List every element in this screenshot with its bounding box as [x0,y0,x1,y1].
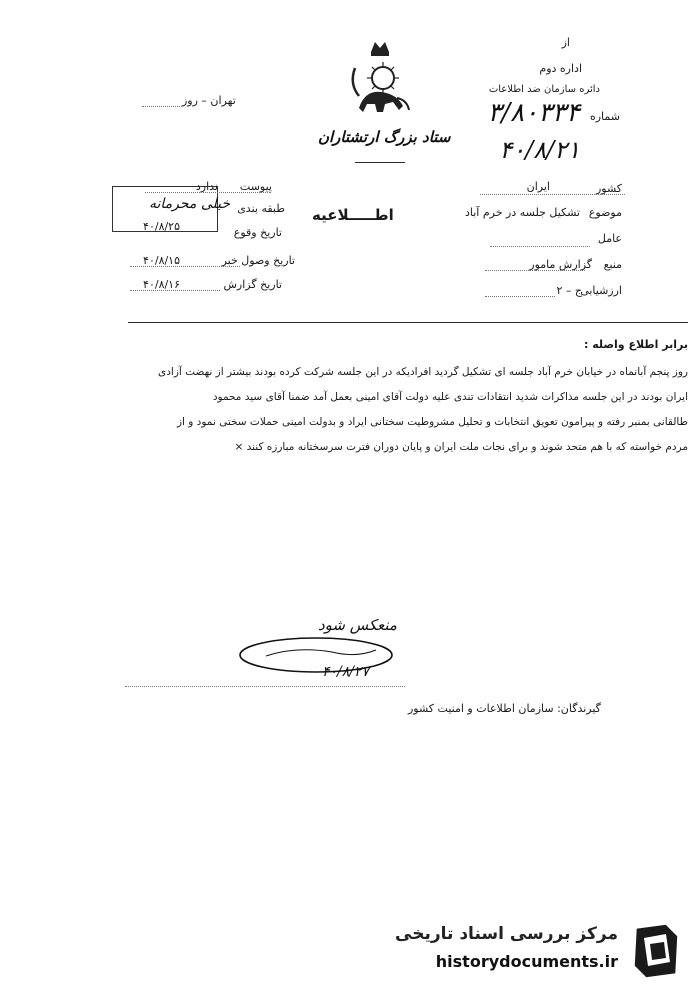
department-line: اداره دوم [539,62,582,75]
body-line-2: ایران بودند در این جلسه مذاکرات شدید انتقادات تندی علیه دولت آقای امینی بعمل آمد ضمنا آقای سید محمود [212,391,688,403]
signature-scribble [236,632,396,678]
assessment-dotted-line [485,296,555,297]
assessment-value: ج – ۲ [556,284,582,297]
country-dotted-line [480,194,625,195]
signature-date: ۴۰/۸/۲۷ [322,664,370,680]
assessment-label: ارزشیابی [580,284,622,297]
salutation: برابر اطلاع واصله : [583,338,688,351]
watermark-org-name: مرکز بررسی اسناد تاریخی [395,924,618,944]
from-label: از [561,36,570,49]
handwritten-date: ۴۰/۸/۲۱ [499,136,580,164]
incident-date-value: ۴۰/۸/۲۵ [143,220,180,233]
attachment-label: پیوست [239,180,272,193]
received-date-label: تاریخ وصول خبر [221,254,295,267]
lion-and-sun-crown-emblem [345,38,415,118]
handwritten-note: منعکس شود [318,616,397,634]
country-value: ایران [526,180,550,193]
source-label: منبع [603,258,622,271]
document-type: اطـــــلاعیه [312,206,394,224]
department-subline: دائره سازمان ضد اطلاعات [488,84,600,95]
subject-label: موضوع [588,206,622,219]
agent-dotted-line [490,246,590,247]
agent-label: عامل [597,232,622,245]
source-value: گزارش مامور [529,258,592,271]
header-divider [128,322,688,323]
title-underline [355,162,405,163]
report-date-label: تاریخ گزارش [223,278,282,291]
report-dotted-line [130,290,220,291]
attachment-value: ندارد [195,180,218,193]
incident-date-label: تاریخ وقوع [233,226,282,239]
classification-value: خیلی محرمانه [148,196,230,212]
country-label: کشور [595,182,622,195]
received-date-value: ۴۰/۸/۱۵ [143,254,180,267]
staff-title: ستاد بزرگ ارتشتاران [318,128,451,146]
watermark-url: historydocuments.ir [435,952,618,971]
body-line-3: طالقانی بمنبر رفته و پیرامون تعویق انتخابات و تحلیل مشروطیت سختانی ایراد و بدولت امینی حملات سختی نمود و از [176,416,688,428]
signature-dotted-line [125,686,405,687]
source-dotted-line [485,270,585,271]
report-date-value: ۴۰/۸/۱۶ [143,278,180,291]
subject-value: تشکیل جلسه در خرم آباد [465,206,580,219]
received-dotted-line [130,266,240,267]
attachment-dotted-line [145,192,270,193]
recipient-line: گیرندگان: سازمان اطلاعات و امنیت کشور [408,702,601,715]
tehran-day-label: تهران – روز [182,94,236,107]
body-line-4: مردم خواسته که با هم متحد شوند و برای نجات ملت ایران و پایان دوران فترت سرسختانه مبارزه کنند × [234,441,688,453]
handwritten-reference-number: ۳/۸۰۳۳۴ [487,98,580,128]
classification-label: طبقه بندی [237,202,285,215]
body-line-1: روز پنجم آبانماه در خیابان خرم آباد جلسه ای تشکیل گردید افرادیکه در این جلسه شرکت کرده بودند بیشتر از نهضت آزادی [158,366,688,378]
book-logo-icon [626,922,684,980]
day-dotted-line [142,106,182,107]
watermark-badge [395,918,690,984]
number-label: شماره [589,110,620,123]
